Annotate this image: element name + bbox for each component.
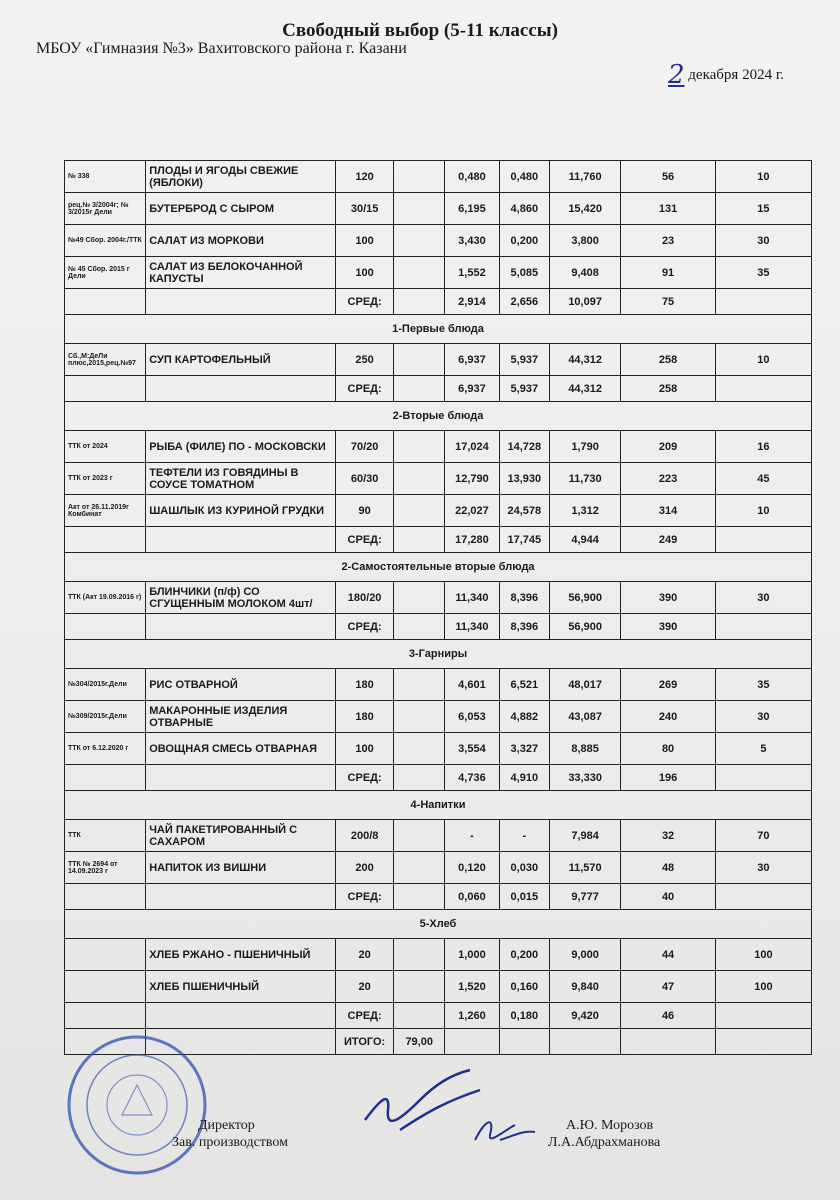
extra-value-cell	[715, 765, 811, 791]
recipe-code-cell: №49 Сбор. 2004г./ТТК	[65, 225, 146, 257]
dish-name-cell	[146, 614, 336, 640]
carbs-cell: 3,800	[549, 225, 620, 257]
price-cell	[394, 161, 445, 193]
recipe-code-cell	[65, 614, 146, 640]
proteins-cell: 0,120	[445, 852, 499, 884]
weight-cell: 100	[336, 225, 394, 257]
weight-cell: 180	[336, 669, 394, 701]
carbs-cell: 4,944	[549, 527, 620, 553]
recipe-code-cell: № 45 Сбор. 2015 г Дели	[65, 257, 146, 289]
date-month-year: декабря 2024 г.	[688, 67, 785, 83]
proteins-cell: 0,480	[445, 161, 499, 193]
extra-value-cell	[715, 614, 811, 640]
extra-value-cell: 10	[715, 495, 811, 527]
price-cell	[394, 820, 445, 852]
weight-cell: 180	[336, 701, 394, 733]
weight-cell: 70/20	[336, 431, 394, 463]
kcal-cell: 249	[621, 527, 715, 553]
carbs-cell: 56,900	[549, 582, 620, 614]
fats-cell	[499, 1029, 549, 1055]
carbs-cell: 9,420	[549, 1003, 620, 1029]
fats-cell: 17,745	[499, 527, 549, 553]
proteins-cell: -	[445, 820, 499, 852]
extra-value-cell: 10	[715, 161, 811, 193]
school-name: МБОУ «Гимназия №3» Вахитовского района г. Казани	[36, 40, 407, 57]
carbs-cell: 9,840	[549, 971, 620, 1003]
average-row	[65, 376, 812, 402]
dish-name-cell: НАПИТОК ИЗ ВИШНИ	[146, 852, 336, 884]
weight-cell: СРЕД:	[336, 289, 394, 315]
kcal-cell: 32	[621, 820, 715, 852]
carbs-cell: 43,087	[549, 701, 620, 733]
manager-name: Л.А.Абдрахманова	[548, 1135, 661, 1150]
weight-cell: 200/8	[336, 820, 394, 852]
fats-cell: 0,030	[499, 852, 549, 884]
fats-cell: 8,396	[499, 614, 549, 640]
dish-name-cell: ПЛОДЫ И ЯГОДЫ СВЕЖИЕ (ЯБЛОКИ)	[146, 161, 336, 193]
section-title: 2-Самостоятельные вторые блюда	[65, 553, 812, 582]
fats-cell: 0,160	[499, 971, 549, 1003]
kcal-cell: 40	[621, 884, 715, 910]
dish-name-cell: РЫБА (ФИЛЕ) ПО - МОСКОВСКИ	[146, 431, 336, 463]
kcal-cell	[621, 1029, 715, 1055]
dish-name-cell	[146, 289, 336, 315]
extra-value-cell: 16	[715, 431, 811, 463]
proteins-cell: 17,024	[445, 431, 499, 463]
proteins-cell: 17,280	[445, 527, 499, 553]
carbs-cell: 33,330	[549, 765, 620, 791]
weight-cell: ИТОГО:	[336, 1029, 394, 1055]
section-header-row	[65, 553, 812, 582]
carbs-cell: 1,312	[549, 495, 620, 527]
kcal-cell: 131	[621, 193, 715, 225]
proteins-cell: 6,937	[445, 344, 499, 376]
price-cell	[394, 733, 445, 765]
recipe-code-cell	[65, 376, 146, 402]
recipe-code-cell	[65, 289, 146, 315]
carbs-cell: 44,312	[549, 344, 620, 376]
carbs-cell: 9,777	[549, 884, 620, 910]
extra-value-cell: 15	[715, 193, 811, 225]
director-name: А.Ю. Морозов	[566, 1118, 654, 1133]
extra-value-cell: 100	[715, 971, 811, 1003]
proteins-cell: 12,790	[445, 463, 499, 495]
extra-value-cell: 10	[715, 344, 811, 376]
proteins-cell: 2,914	[445, 289, 499, 315]
price-cell	[394, 582, 445, 614]
weight-cell: 100	[336, 733, 394, 765]
dish-name-cell: МАКАРОННЫЕ ИЗДЕЛИЯ ОТВАРНЫЕ	[146, 701, 336, 733]
average-row	[65, 289, 812, 315]
table-row	[65, 495, 812, 527]
table-row	[65, 193, 812, 225]
price-cell	[394, 376, 445, 402]
recipe-code-cell	[65, 939, 146, 971]
recipe-code-cell: ТТК (Акт 19.09.2016 г)	[65, 582, 146, 614]
weight-cell: 120	[336, 161, 394, 193]
average-row	[65, 884, 812, 910]
kcal-cell: 258	[621, 376, 715, 402]
dish-name-cell: СУП КАРТОФЕЛЬНЫЙ	[146, 344, 336, 376]
table-row	[65, 225, 812, 257]
section-header-row	[65, 910, 812, 939]
dish-name-cell	[146, 527, 336, 553]
table-row	[65, 257, 812, 289]
table-row	[65, 669, 812, 701]
weight-cell: СРЕД:	[336, 765, 394, 791]
kcal-cell: 75	[621, 289, 715, 315]
recipe-code-cell: Сб.,М:ДеЛи плюс,2015,рец.№97	[65, 344, 146, 376]
recipe-code-cell	[65, 884, 146, 910]
dish-name-cell: ТЕФТЕЛИ ИЗ ГОВЯДИНЫ В СОУСЕ ТОМАТНОМ	[146, 463, 336, 495]
table-row	[65, 344, 812, 376]
recipe-code-cell: ТТК	[65, 820, 146, 852]
menu-table	[64, 160, 812, 1055]
dish-name-cell	[146, 765, 336, 791]
price-cell	[394, 852, 445, 884]
section-header-row	[65, 640, 812, 669]
proteins-cell: 0,060	[445, 884, 499, 910]
fats-cell: 5,937	[499, 376, 549, 402]
proteins-cell: 22,027	[445, 495, 499, 527]
fats-cell: 14,728	[499, 431, 549, 463]
weight-cell: 100	[336, 257, 394, 289]
price-cell: 79,00	[394, 1029, 445, 1055]
weight-cell: СРЕД:	[336, 376, 394, 402]
fats-cell: 5,085	[499, 257, 549, 289]
recipe-code-cell: №309/2015г.Дели	[65, 701, 146, 733]
proteins-cell: 1,260	[445, 1003, 499, 1029]
fats-cell: 8,396	[499, 582, 549, 614]
extra-value-cell	[715, 1029, 811, 1055]
extra-value-cell: 45	[715, 463, 811, 495]
table-row	[65, 971, 812, 1003]
weight-cell: СРЕД:	[336, 884, 394, 910]
proteins-cell: 1,552	[445, 257, 499, 289]
recipe-code-cell	[65, 1003, 146, 1029]
table-row	[65, 431, 812, 463]
proteins-cell: 1,000	[445, 939, 499, 971]
proteins-cell: 11,340	[445, 582, 499, 614]
price-cell	[394, 971, 445, 1003]
proteins-cell: 6,053	[445, 701, 499, 733]
dish-name-cell: ЧАЙ ПАКЕТИРОВАННЫЙ С САХАРОМ	[146, 820, 336, 852]
recipe-code-cell	[65, 527, 146, 553]
carbs-cell: 7,984	[549, 820, 620, 852]
weight-cell: 200	[336, 852, 394, 884]
recipe-code-cell: рец.№ 3/2004г; № 3/2015г Дели	[65, 193, 146, 225]
carbs-cell: 11,760	[549, 161, 620, 193]
dish-name-cell: БУТЕРБРОД С СЫРОМ	[146, 193, 336, 225]
fats-cell: 6,521	[499, 669, 549, 701]
dish-name-cell: БЛИНЧИКИ (п/ф) СО СГУЩЕННЫМ МОЛОКОМ 4шт/	[146, 582, 336, 614]
proteins-cell	[445, 1029, 499, 1055]
extra-value-cell: 30	[715, 582, 811, 614]
price-cell	[394, 614, 445, 640]
price-cell	[394, 884, 445, 910]
fats-cell: 24,578	[499, 495, 549, 527]
fats-cell: 4,860	[499, 193, 549, 225]
proteins-cell: 6,195	[445, 193, 499, 225]
recipe-code-cell: Акт от 26.11.2019г Комбинат	[65, 495, 146, 527]
kcal-cell: 223	[621, 463, 715, 495]
proteins-cell: 4,736	[445, 765, 499, 791]
kcal-cell: 390	[621, 614, 715, 640]
manager-label: Зав. производством	[172, 1135, 289, 1150]
proteins-cell: 3,430	[445, 225, 499, 257]
carbs-cell: 48,017	[549, 669, 620, 701]
dish-name-cell: РИС ОТВАРНОЙ	[146, 669, 336, 701]
table-row	[65, 701, 812, 733]
kcal-cell: 47	[621, 971, 715, 1003]
weight-cell: СРЕД:	[336, 527, 394, 553]
carbs-cell: 56,900	[549, 614, 620, 640]
carbs-cell: 1,790	[549, 431, 620, 463]
extra-value-cell: 30	[715, 701, 811, 733]
price-cell	[394, 225, 445, 257]
fats-cell: 3,327	[499, 733, 549, 765]
extra-value-cell	[715, 884, 811, 910]
price-cell	[394, 463, 445, 495]
director-label: Директор	[198, 1118, 255, 1133]
price-cell	[394, 495, 445, 527]
fats-cell: 0,015	[499, 884, 549, 910]
kcal-cell: 240	[621, 701, 715, 733]
carbs-cell: 9,000	[549, 939, 620, 971]
dish-name-cell: ХЛЕБ ПШЕНИЧНЫЙ	[146, 971, 336, 1003]
fats-cell: 0,200	[499, 939, 549, 971]
kcal-cell: 46	[621, 1003, 715, 1029]
document-title: Свободный выбор (5-11 классы)	[282, 20, 558, 41]
carbs-cell: 8,885	[549, 733, 620, 765]
extra-value-cell	[715, 376, 811, 402]
kcal-cell: 44	[621, 939, 715, 971]
carbs-cell: 9,408	[549, 257, 620, 289]
weight-cell: СРЕД:	[336, 1003, 394, 1029]
section-header-row	[65, 315, 812, 344]
kcal-cell: 390	[621, 582, 715, 614]
fats-cell: 0,200	[499, 225, 549, 257]
recipe-code-cell: ТТК от 2023 г	[65, 463, 146, 495]
dish-name-cell: ШАШЛЫК ИЗ КУРИНОЙ ГРУДКИ	[146, 495, 336, 527]
price-cell	[394, 669, 445, 701]
weight-cell: 20	[336, 971, 394, 1003]
table-row	[65, 820, 812, 852]
price-cell	[394, 939, 445, 971]
weight-cell: 20	[336, 939, 394, 971]
kcal-cell: 196	[621, 765, 715, 791]
proteins-cell: 4,601	[445, 669, 499, 701]
kcal-cell: 91	[621, 257, 715, 289]
extra-value-cell: 30	[715, 225, 811, 257]
proteins-cell: 11,340	[445, 614, 499, 640]
price-cell	[394, 431, 445, 463]
kcal-cell: 314	[621, 495, 715, 527]
weight-cell: 180/20	[336, 582, 394, 614]
fats-cell: 5,937	[499, 344, 549, 376]
dish-name-cell	[146, 1003, 336, 1029]
kcal-cell: 80	[621, 733, 715, 765]
carbs-cell	[549, 1029, 620, 1055]
recipe-code-cell: ТТК от 2024	[65, 431, 146, 463]
recipe-code-cell	[65, 765, 146, 791]
section-header-row	[65, 791, 812, 820]
proteins-cell: 6,937	[445, 376, 499, 402]
price-cell	[394, 193, 445, 225]
weight-cell: СРЕД:	[336, 614, 394, 640]
price-cell	[394, 1003, 445, 1029]
recipe-code-cell: ТТК № 2694 от 14.09.2023 г	[65, 852, 146, 884]
table-row	[65, 463, 812, 495]
weight-cell: 90	[336, 495, 394, 527]
dish-name-cell: САЛАТ ИЗ БЕЛОКОЧАННОЙ КАПУСТЫ	[146, 257, 336, 289]
extra-value-cell	[715, 289, 811, 315]
carbs-cell: 44,312	[549, 376, 620, 402]
price-cell	[394, 289, 445, 315]
table-row	[65, 582, 812, 614]
price-cell	[394, 701, 445, 733]
date-day-handwritten: 2	[668, 60, 685, 90]
section-header-row	[65, 402, 812, 431]
dish-name-cell: ОВОЩНАЯ СМЕСЬ ОТВАРНАЯ	[146, 733, 336, 765]
extra-value-cell: 5	[715, 733, 811, 765]
extra-value-cell	[715, 1003, 811, 1029]
recipe-code-cell: № 338	[65, 161, 146, 193]
kcal-cell: 269	[621, 669, 715, 701]
fats-cell: 4,910	[499, 765, 549, 791]
kcal-cell: 48	[621, 852, 715, 884]
average-row	[65, 614, 812, 640]
section-title: 1-Первые блюда	[65, 315, 812, 344]
dish-name-cell: САЛАТ ИЗ МОРКОВИ	[146, 225, 336, 257]
extra-value-cell: 100	[715, 939, 811, 971]
price-cell	[394, 765, 445, 791]
recipe-code-cell	[65, 971, 146, 1003]
fats-cell: 0,480	[499, 161, 549, 193]
table-row	[65, 161, 812, 193]
kcal-cell: 258	[621, 344, 715, 376]
fats-cell: 2,656	[499, 289, 549, 315]
weight-cell: 30/15	[336, 193, 394, 225]
average-row	[65, 527, 812, 553]
proteins-cell: 3,554	[445, 733, 499, 765]
price-cell	[394, 527, 445, 553]
section-title: 4-Напитки	[65, 791, 812, 820]
manager-signature	[470, 1110, 540, 1150]
dish-name-cell	[146, 376, 336, 402]
dish-name-cell	[146, 884, 336, 910]
weight-cell: 250	[336, 344, 394, 376]
extra-value-cell: 35	[715, 669, 811, 701]
price-cell	[394, 344, 445, 376]
kcal-cell: 209	[621, 431, 715, 463]
kcal-cell: 23	[621, 225, 715, 257]
average-row	[65, 1003, 812, 1029]
recipe-code-cell: №304/2015г.Дели	[65, 669, 146, 701]
kcal-cell: 56	[621, 161, 715, 193]
carbs-cell: 11,730	[549, 463, 620, 495]
weight-cell: 60/30	[336, 463, 394, 495]
fats-cell: 13,930	[499, 463, 549, 495]
section-title: 5-Хлеб	[65, 910, 812, 939]
section-title: 2-Вторые блюда	[65, 402, 812, 431]
recipe-code-cell: ТТК от 6.12.2020 г	[65, 733, 146, 765]
extra-value-cell: 35	[715, 257, 811, 289]
fats-cell: 4,882	[499, 701, 549, 733]
extra-value-cell: 30	[715, 852, 811, 884]
carbs-cell: 15,420	[549, 193, 620, 225]
price-cell	[394, 257, 445, 289]
fats-cell: -	[499, 820, 549, 852]
average-row	[65, 765, 812, 791]
table-row	[65, 733, 812, 765]
carbs-cell: 11,570	[549, 852, 620, 884]
extra-value-cell	[715, 527, 811, 553]
fats-cell: 0,180	[499, 1003, 549, 1029]
official-stamp	[62, 1030, 212, 1180]
proteins-cell: 1,520	[445, 971, 499, 1003]
section-title: 3-Гарниры	[65, 640, 812, 669]
document-date	[668, 56, 785, 90]
table-row	[65, 939, 812, 971]
table-row	[65, 852, 812, 884]
extra-value-cell: 70	[715, 820, 811, 852]
carbs-cell: 10,097	[549, 289, 620, 315]
dish-name-cell: ХЛЕБ РЖАНО - ПШЕНИЧНЫЙ	[146, 939, 336, 971]
